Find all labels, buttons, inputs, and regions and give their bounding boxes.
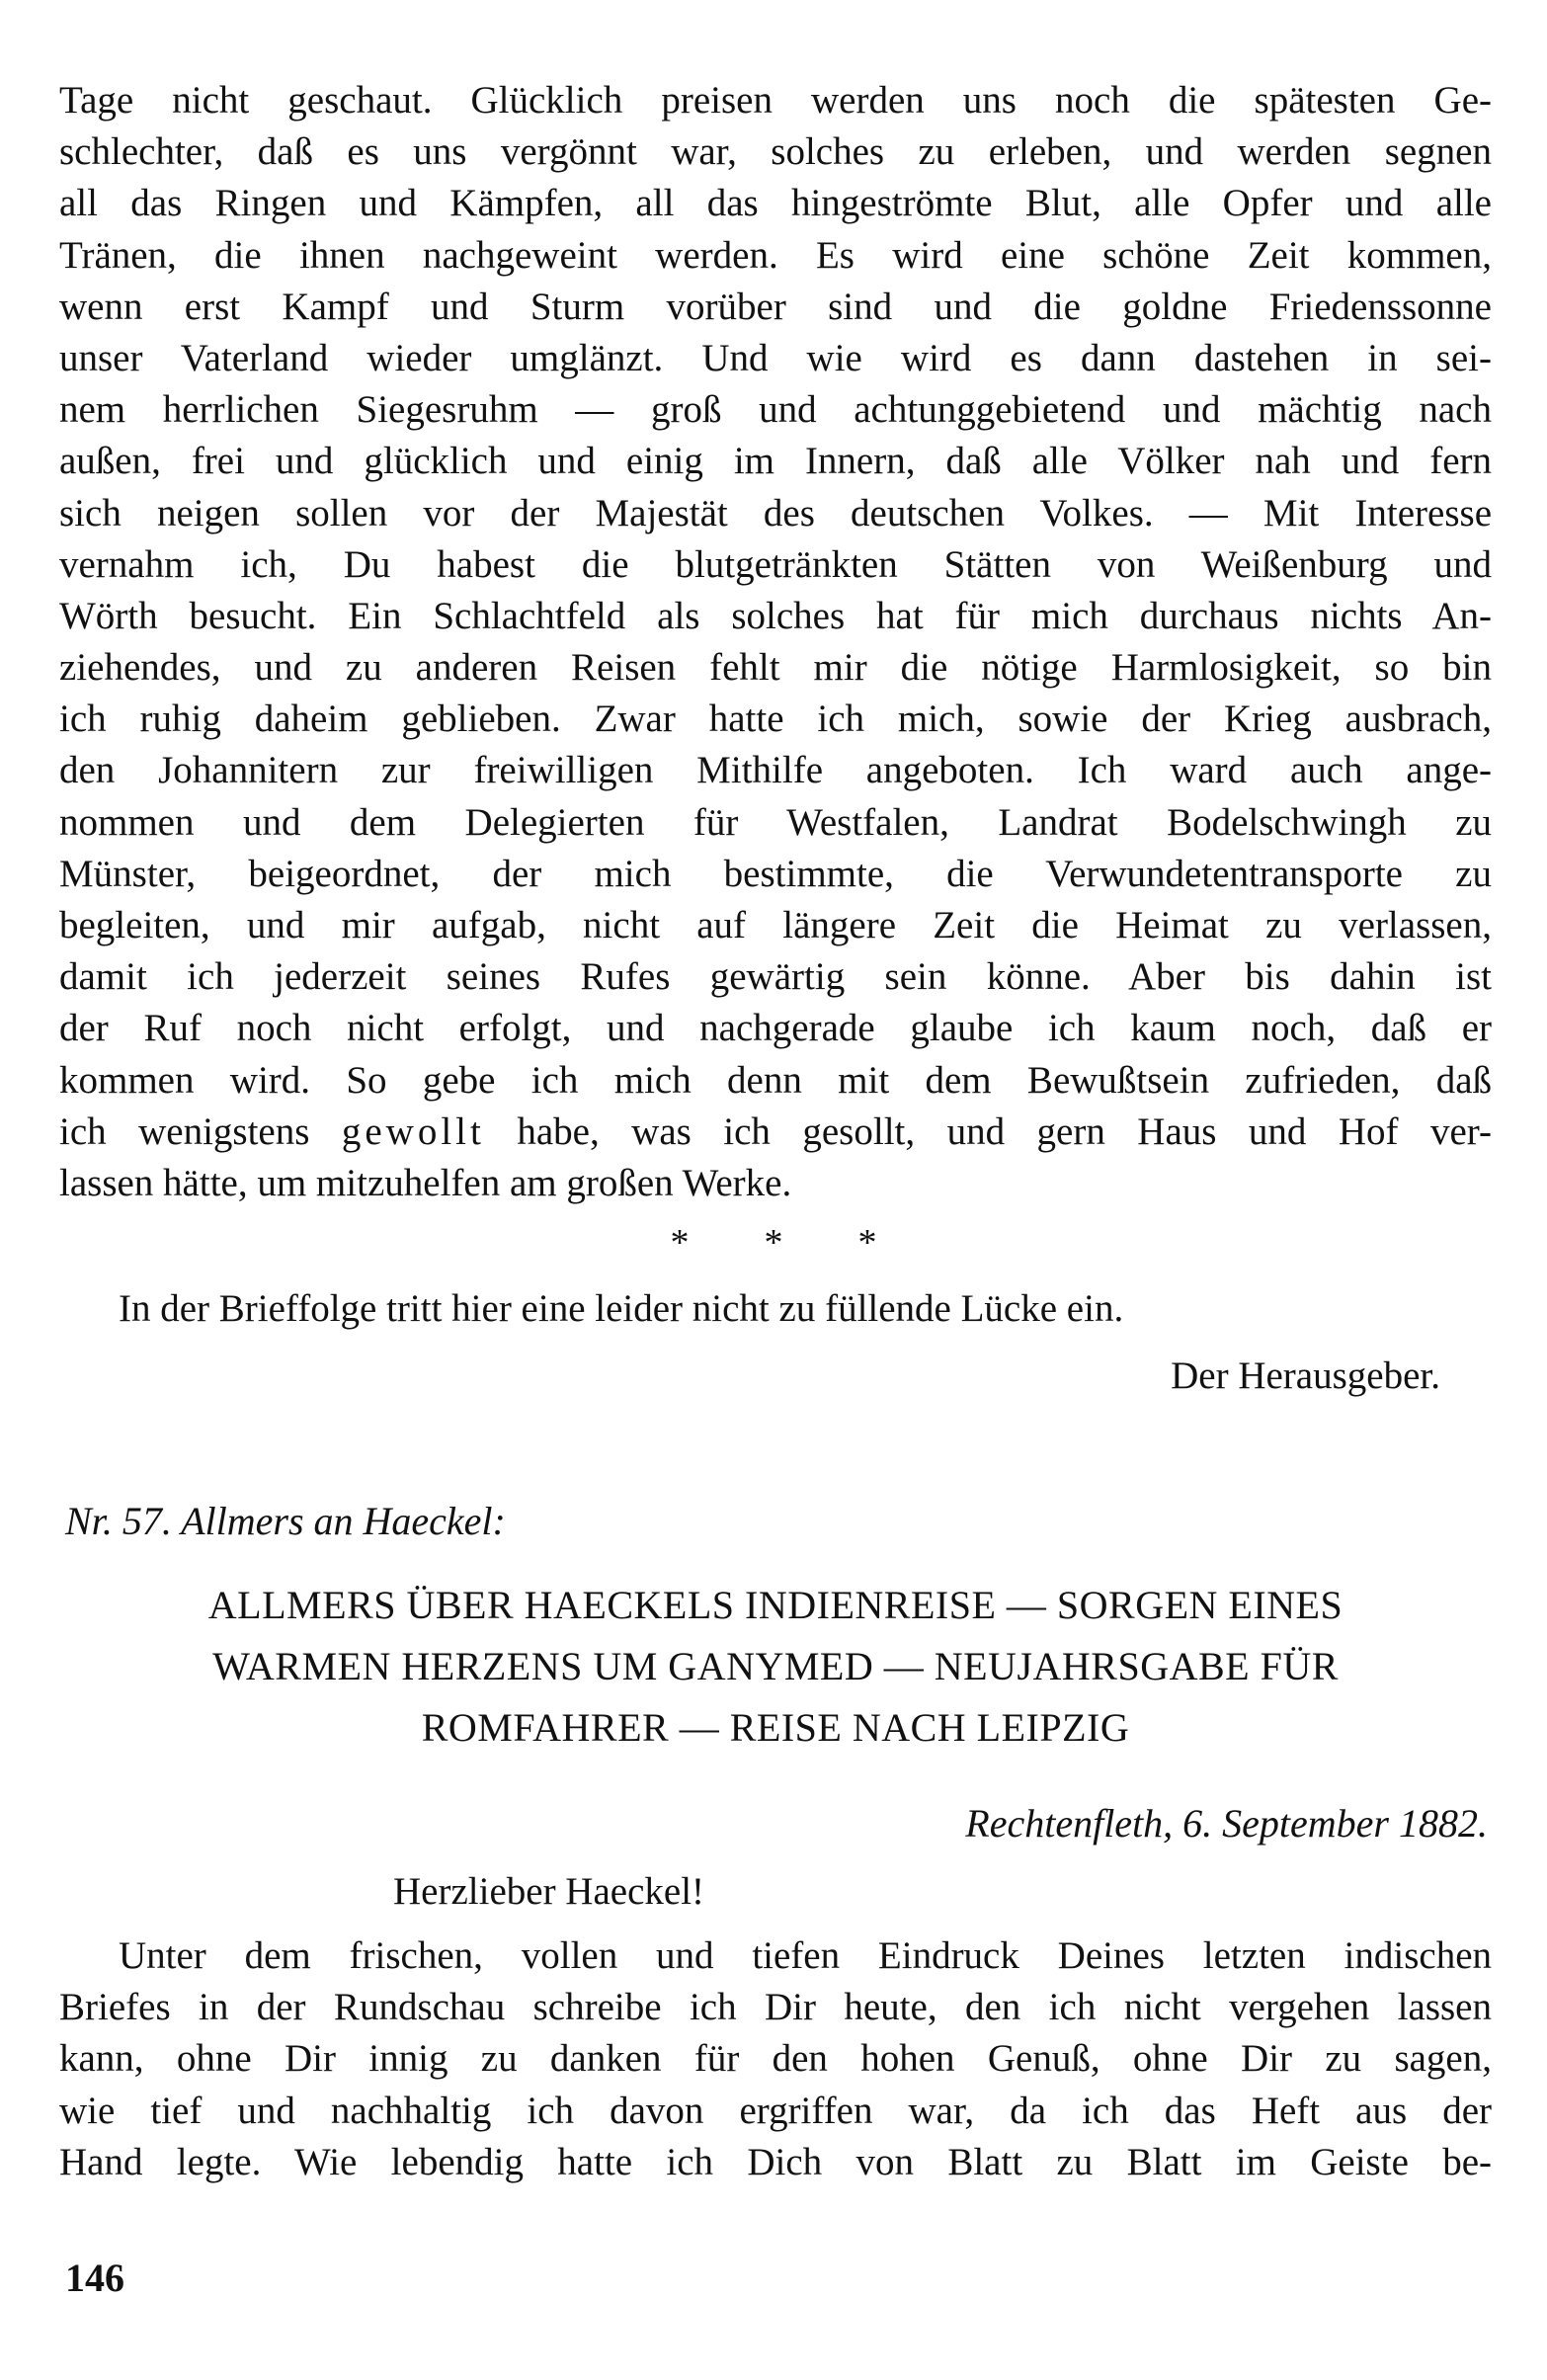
text-fragment: ich wenigstens	[59, 1109, 342, 1153]
text-line: kommen wird. So gebe ich mich denn mit dem Bewußtsein zufrieden, daß	[59, 1058, 1492, 1102]
letter-heading	[59, 1575, 1492, 1759]
text-line: Unter dem frischen, vollen und tiefen Eindruck Deines letzten indischen	[119, 1934, 1492, 1977]
editor-signature: Der Herausgeber.	[1171, 1354, 1440, 1397]
asterisk: *	[857, 1222, 877, 1264]
text-line: außen, frei und glücklich und einig im Innern, daß alle Völker nah und fern	[59, 440, 1492, 483]
paragraph-continued	[59, 75, 1492, 1209]
text-line: ich ruhig daheim geblieben. Zwar hatte ich mich, sowie der Krieg ausbrach,	[59, 698, 1492, 741]
text-line: Briefes in der Rundschau schreibe ich Dir heute, den ich nicht vergehen lassen	[59, 1986, 1492, 2029]
text-line: den Johannitern zur freiwilligen Mithilfe angeboten. Ich ward auch ange-	[59, 749, 1492, 792]
text-line: Münster, beigeordnet, der mich bestimmte, die Verwundetentransporte zu	[59, 852, 1492, 895]
spaced-emphasis: gewollt	[341, 1109, 485, 1153]
text-line-last: lassen hätte, um mitzuhelfen am großen Werke.	[59, 1161, 792, 1204]
text-line: damit ich jederzeit seines Rufes gewärtig sein könne. Aber bis dahin ist	[59, 955, 1492, 999]
text-line-emphasis	[59, 1107, 1492, 1158]
text-line: unser Vaterland wieder umglänzt. Und wie wird es dann dastehen in sei-	[59, 336, 1492, 379]
asterisk: *	[764, 1222, 783, 1264]
asterisk: *	[670, 1222, 690, 1264]
text-line: kann, ohne Dir innig zu danken für den hohen Genuß, ohne Dir zu sagen,	[59, 2037, 1492, 2081]
editor-note: In der Brieffolge tritt hier eine leider nicht zu füllende Lücke ein.	[119, 1287, 1124, 1330]
text-line: wenn erst Kampf und Sturm vorüber sind und die goldne Friedenssonne	[59, 285, 1492, 328]
text-line: schlechter, daß es uns vergönnt war, solches zu erleben, und werden segnen	[59, 130, 1492, 174]
heading-line: WARMEN HERZENS UM GANYMED — NEUJAHRSGABE FÜR	[212, 1644, 1339, 1688]
text-line: Tränen, die ihnen nachgeweint werden. Es wird eine schöne Zeit kommen,	[59, 233, 1492, 277]
text-line: begleiten, und mir aufgab, nicht auf längere Zeit die Heimat zu verlassen,	[59, 904, 1492, 946]
text-line: der Ruf noch nicht erfolgt, und nachgerade glaube ich kaum noch, daß er	[59, 1007, 1492, 1050]
text-line: vernahm ich, Du habest die blutgetränkten Stätten von Weißenburg und	[59, 542, 1492, 586]
text-line: ziehendes, und zu anderen Reisen fehlt mir die nötige Harmlosigkeit, so bin	[59, 646, 1492, 690]
salutation: Herzlieber Haeckel!	[393, 1870, 705, 1913]
text-line: Tage nicht geschaut. Glücklich preisen werden uns noch die spätesten Ge-	[59, 79, 1492, 122]
text-line: nommen und dem Delegierten für Westfalen, Landrat Bodelschwingh zu	[59, 800, 1492, 844]
text-line: wie tief und nachhaltig ich davon ergriffen war, da ich das Heft aus der	[59, 2089, 1492, 2132]
text-line: nem herrlichen Siegesruhm — groß und achtunggebietend und mächtig nach	[59, 388, 1492, 432]
letter-body	[59, 1930, 1492, 2188]
page-number: 146	[65, 2256, 124, 2300]
text-fragment: habe, was ich gesollt, und gern Haus und Hof ver-	[484, 1109, 1492, 1153]
section-separator	[0, 1221, 1547, 1265]
text-line: Hand legte. Wie lebendig hatte ich Dich von Blatt zu Blatt im Geiste be-	[59, 2140, 1492, 2183]
heading-line: ROMFAHRER — REISE NACH LEIPZIG	[421, 1705, 1130, 1750]
letter-number: Nr. 57. Allmers an Haeckel:	[65, 1499, 506, 1543]
place-date: Rechtenfleth, 6. September 1882.	[965, 1801, 1488, 1846]
heading-line: ALLMERS ÜBER HAECKELS INDIENREISE — SORGEN EINES	[207, 1583, 1343, 1627]
text-line: Wörth besucht. Ein Schlachtfeld als solches hat für mich durchaus nichts An-	[59, 594, 1492, 637]
text-line: sich neigen sollen vor der Majestät des deutschen Volkes. — Mit Interesse	[59, 491, 1492, 534]
text-line: all das Ringen und Kämpfen, all das hingeströmte Blut, alle Opfer und alle	[59, 182, 1492, 225]
